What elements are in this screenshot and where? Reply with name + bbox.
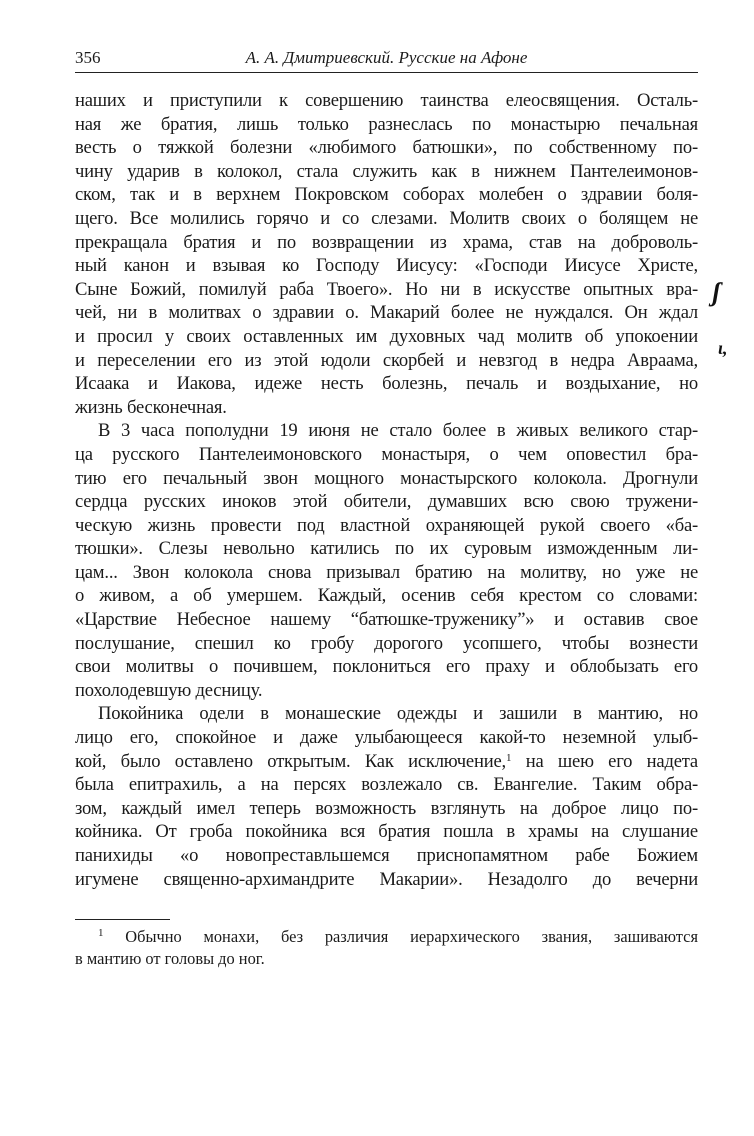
text-line: чину ударив в колокол, стала служить как в нижнем Пантелеимонов- [75,160,698,182]
text-line: «Царствие Небесное нашему “батюшке-труженику”» и оставив свое [75,609,698,631]
text-line: и переселении его из этой юдоли скорбей и невзгод в недра Авраама, [75,349,698,371]
running-title: А. А. Дмитриевский. Русские на Афоне [245,48,528,67]
text-line: и просил у своих оставленных им духовных чад молитв об упокоении [75,325,698,347]
running-head [75,44,698,73]
text-line: ный канон и взывая ко Господу Иисусу: «Господи Иисусе Христе, [75,255,698,277]
text-line: Покойника одели в монашеские одежды и зашили в мантию, но [98,703,698,725]
margin-mark-icon: ɩ, [718,338,728,358]
footnote-reference[interactable]: 1 [506,751,512,764]
text-line: В 3 часа пополудни 19 июня не стало более в живых великого стар- [98,420,698,442]
text-line: ца русского Пантелеимоновского монастыря, о чем оповестил бра- [75,443,698,465]
text-line: ческую жизнь провести под властной охраняющей рукой своего «ба- [75,514,698,536]
text-line: похолодевшую десницу. [75,679,263,701]
text-fragment: кой, было оставлено открытым. Как исключение, [75,750,506,772]
footnote-marker: 1 [98,927,104,940]
text-line-with-footnote [75,750,698,774]
text-line: весть о тяжкой болезни «любимого батюшки», по собственному по- [75,137,698,159]
text-line: койника. От гроба покойника вся братия пошла в храмы на слушание [75,821,698,843]
footnote [75,926,698,970]
footnote-text: Обычно монахи, без различия иерархического звания, зашиваются [125,927,698,947]
footnote-divider [75,919,170,920]
text-line: тюшки». Слезы невольно катились по их суровым изможденным ли- [75,538,698,560]
book-page [75,44,698,970]
paragraph-2 [75,419,698,702]
text-fragment: на шею его надета [511,750,698,772]
text-line: ском, так и в верхнем Покровском соборах молебен о здравии боля- [75,184,698,206]
margin-stroke-icon: ʃ [712,278,721,307]
text-line: ная же братия, лишь только разнеслась по монастырю печальная [75,113,698,135]
body-text [75,89,698,891]
paragraph-1 [75,89,698,419]
text-line: Сыне Божий, помилуй раба Твоего». Но ни в искусстве опытных вра- [75,278,698,300]
text-line: лицо его, спокойное и даже улыбающееся какой-то неземной улыб- [75,727,698,749]
text-line: панихиды «о новопреставльшемся приснопамятном рабе Божием [75,845,698,866]
text-line: жизнь бесконечная. [75,396,227,418]
text-line: чей, ни в молитвах о здравии о. Макарий более не нуждался. Он ждал [75,302,698,324]
footnote-line: в мантию от головы до ног. [75,949,265,969]
text-line: игумене священно-архимандрите Макарии». Незадолго до вечерни [75,868,698,890]
text-line: цам... Звон колокола снова призывал братию на молитву, но уже не [75,561,698,583]
text-line: была епитрахиль, а на персях возлежало св. Евангелие. Таким обра- [75,774,698,796]
text-line: щего. Все молились горячо и со слезами. Молитв своих о болящем не [75,207,698,229]
footnote-line [75,926,698,948]
paragraph-3 [75,702,698,891]
text-line: прекращала братия и по возвращении из храма, став на доброволь- [75,231,698,253]
text-line: тию его печальный звон мощного монастырского колокола. Дрогнули [75,467,698,489]
text-line: свои молитвы о почившем, поклониться его праху и облобызать его [75,656,698,678]
text-line: Исаака и Иакова, идеже несть болезнь, печаль и воздыхание, но [75,373,698,395]
text-line: сердца русских иноков этой обители, думавших всю свою тружени- [75,491,698,513]
text-line: зом, каждый имел теперь возможность взглянуть на доброе лицо по- [75,797,698,819]
page-number: 356 [75,48,101,67]
text-line: наших и приступили к совершению таинства елеосвящения. Осталь- [75,90,698,111]
text-line: о живом, а об умершем. Каждый, осенив себя крестом со словами: [75,585,698,607]
text-line: послушание, спешил ко гробу дорогого усопшего, чтобы вознести [75,632,698,654]
